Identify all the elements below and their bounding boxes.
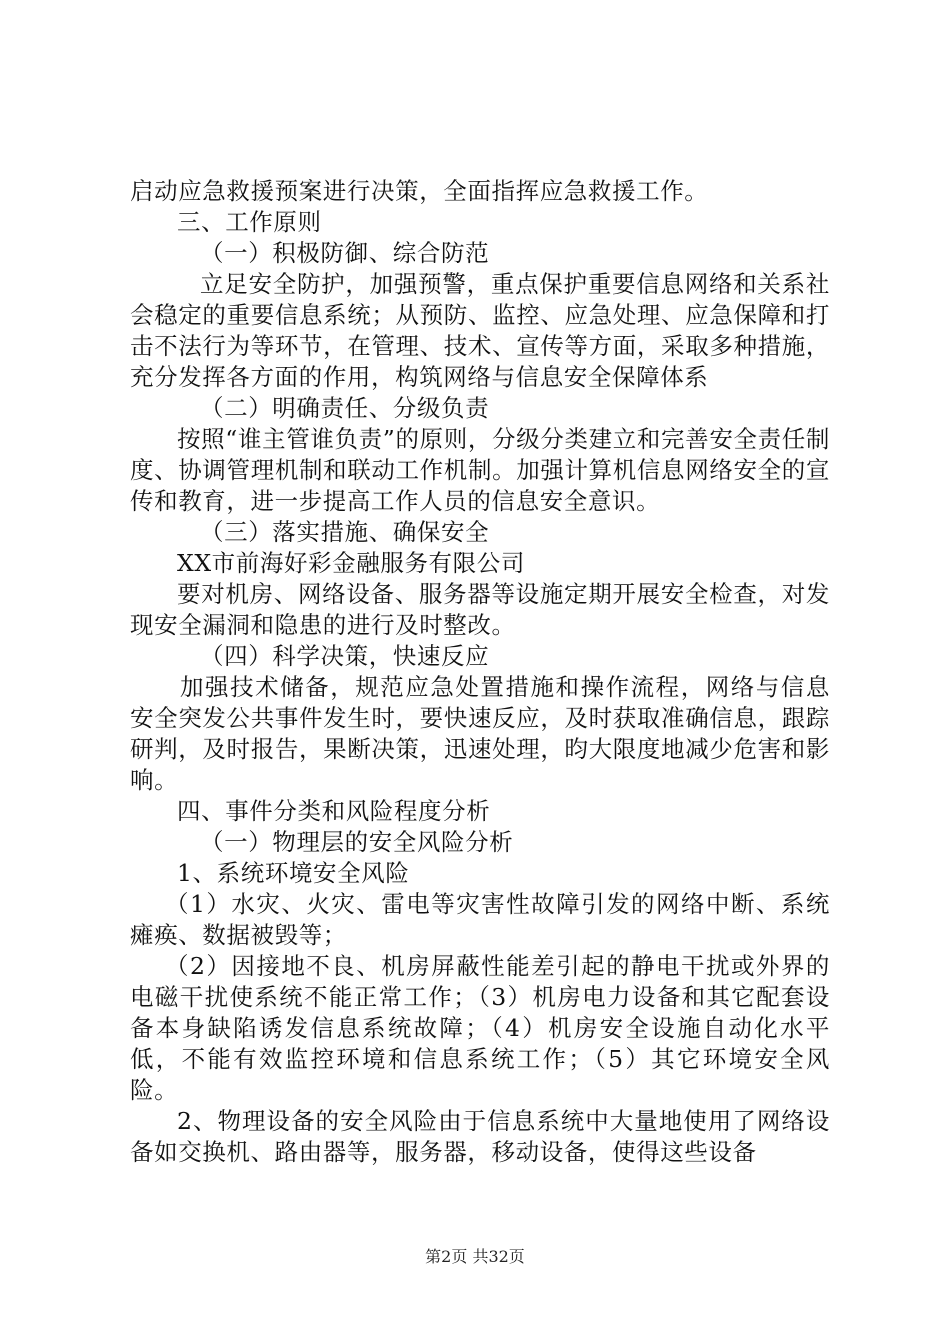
paragraph: （2）因接地不良、机房屏蔽性能差引起的静电干扰或外界的电磁干扰使系统不能正常工作；（3）机房电力设备和其它配套设备本身缺陷诱发信息系统故障；（4）机房安全设施自动化水平低，不能有效监控环境和信息系统工作；（5）其它环境安全风险。: [130, 952, 830, 1104]
page-number-label: 第2页 共32页: [425, 1247, 525, 1266]
subsection-heading: （四）科学决策，快速反应: [200, 642, 490, 670]
document-body: [130, 176, 830, 1168]
paragraph: 要对机房、网络设备、服务器等设施定期开展安全检查，对发现安全漏洞和隐患的进行及时整改。: [130, 580, 830, 639]
paragraph: 按照“谁主管谁负责”的原则，分级分类建立和完善安全责任制度、协调管理机制和联动工作机制。加强计算机信息网络安全的宣传和教育，进一步提高工作人员的信息安全意识。: [130, 425, 830, 515]
item-heading: 1、系统环境安全风险: [177, 859, 410, 887]
subsection-heading: （三）落实措施、确保安全: [200, 518, 490, 546]
paragraph: 加强技术储备，规范应急处置措施和操作流程，网络与信息安全突发公共事件发生时，要快速反应，及时获取准确信息，跟踪研判，及时报告，果断决策，迅速处理，昀大限度地减少危害和影响。: [130, 673, 830, 794]
paragraph: （1）水灾、火灾、雷电等灾害性故障引发的网络中断、系统瘫痪、数据被毁等；: [130, 890, 830, 949]
subsection-heading: （二）明确责任、分级负责: [200, 394, 490, 422]
section-heading: 三、工作原则: [177, 208, 322, 236]
paragraph: 启动应急救援预案进行决策，全面指挥应急救援工作。: [130, 177, 709, 205]
paragraph: 2、物理设备的安全风险由于信息系统中大量地使用了网络设备如交换机、路由器等，服务器，移动设备，使得这些设备: [130, 1107, 830, 1166]
subsection-heading: （一）物理层的安全风险分析: [200, 828, 514, 856]
page-footer: [0, 1247, 950, 1267]
company-name: XX市前海好彩金融服务有限公司: [177, 549, 525, 577]
paragraph: 立足安全防护，加强预警，重点保护重要信息网络和关系社会稳定的重要信息系统；从预防、监控、应急处理、应急保障和打击不法行为等环节，在管理、技术、宣传等方面，采取多种措施，充分发挥各方面的作用，构筑网络与信息安全保障体系: [130, 270, 830, 391]
subsection-heading: （一）积极防御、综合防范: [200, 239, 490, 267]
section-heading: 四、事件分类和风险程度分析: [177, 797, 491, 825]
